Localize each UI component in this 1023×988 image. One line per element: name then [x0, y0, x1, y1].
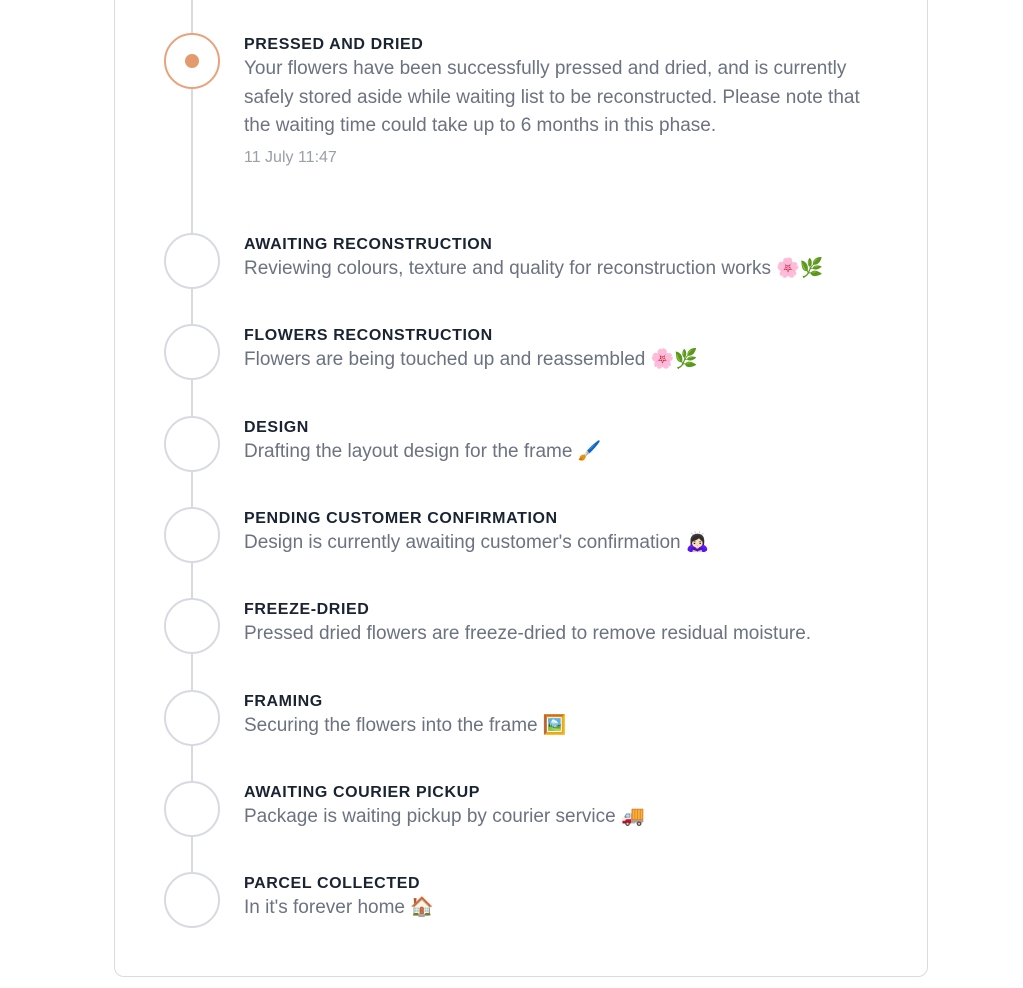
timeline-step-pressed-and-dried [244, 35, 904, 169]
timeline-step-design [244, 418, 904, 467]
step-description: Design is currently awaiting customer's confirmation 🙇🏻‍♀️ [244, 532, 710, 553]
step-title: PENDING CUSTOMER CONFIRMATION [244, 510, 558, 527]
step-status-pending-icon [164, 233, 220, 289]
step-description: Your flowers have been successfully pressed and dried, and is currently safely stored aside while waiting list to be reconstructed. Please note that the waiting time could take up to 6 months in this phase. [244, 58, 860, 136]
timeline-step-freeze-dried [244, 600, 904, 649]
step-title: FRAMING [244, 693, 323, 710]
timeline-step-framing [244, 692, 904, 741]
step-status-pending-icon [164, 324, 220, 380]
step-status-pending-icon [164, 598, 220, 654]
step-title: FREEZE-DRIED [244, 601, 370, 618]
step-status-pending-icon [164, 416, 220, 472]
step-description: Pressed dried flowers are freeze-dried to remove residual moisture. [244, 623, 812, 644]
step-status-active-icon [164, 33, 220, 89]
step-description: Flowers are being touched up and reassembled 🌸🌿 [244, 349, 698, 370]
step-timestamp: 11 July 11:47 [244, 148, 337, 166]
step-description: Package is waiting pickup by courier service 🚚 [244, 806, 645, 827]
timeline-step-awaiting-reconstruction [244, 235, 904, 284]
step-description: Drafting the layout design for the frame 🖌️ [244, 441, 602, 462]
step-status-pending-icon [164, 781, 220, 837]
step-status-pending-icon [164, 507, 220, 563]
step-description: Securing the flowers into the frame 🖼️ [244, 715, 567, 736]
timeline-step-flowers-reconstruction [244, 326, 904, 375]
step-description: In it's forever home 🏠 [244, 897, 434, 918]
step-title: AWAITING COURIER PICKUP [244, 784, 481, 801]
timeline-step-pending-customer-confirmation [244, 509, 904, 558]
step-title: DESIGN [244, 419, 309, 436]
timeline-step-awaiting-courier-pickup [244, 783, 904, 832]
step-title: AWAITING RECONSTRUCTION [244, 236, 493, 253]
step-description: Reviewing colours, texture and quality for reconstruction works 🌸🌿 [244, 258, 824, 279]
step-status-pending-icon [164, 872, 220, 928]
step-title: PARCEL COLLECTED [244, 875, 421, 892]
step-title: FLOWERS RECONSTRUCTION [244, 327, 493, 344]
active-dot-icon [185, 54, 199, 68]
step-status-pending-icon [164, 690, 220, 746]
timeline-step-parcel-collected [244, 874, 904, 923]
step-title: PRESSED AND DRIED [244, 36, 424, 53]
